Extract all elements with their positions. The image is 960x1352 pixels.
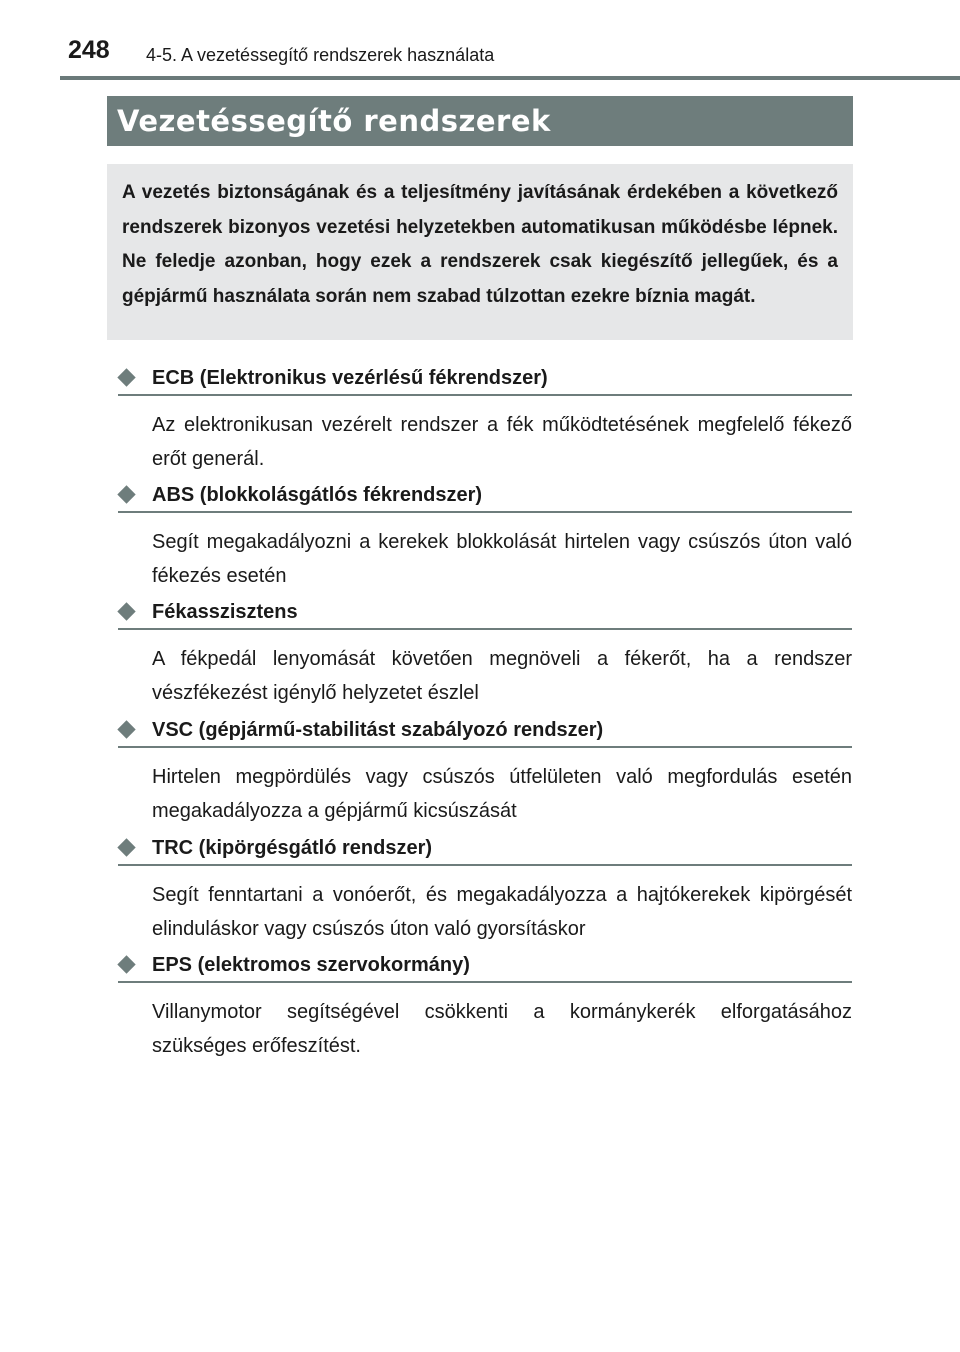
item-divider: [118, 864, 852, 866]
page-number: 248: [68, 36, 110, 64]
chapter-title: 4-5. A vezetéssegítő rendszerek használata: [146, 45, 495, 65]
diamond-bullet-icon: [117, 485, 135, 503]
item-description: Villanymotor segítségével csökkenti a kormánykerék elforgatásához szükséges erőfeszítést.: [152, 1001, 852, 1057]
item-title: VSC (gépjármű-stabilitást szabályozó rendszer): [152, 719, 604, 741]
header-divider: [60, 76, 960, 80]
item-title: ECB (Elektronikus vezérlésű fékrendszer): [152, 367, 548, 389]
item-description: Segít fenntartani a vonóerőt, és megakadályozza a hajtókerekek kipörgését elinduláskor vagy csúszós úton való gyorsításkor: [152, 884, 852, 940]
item-divider: [118, 746, 852, 748]
diamond-bullet-icon: [117, 602, 135, 620]
item-divider: [118, 628, 852, 630]
list-item-abs: [118, 483, 852, 587]
diamond-bullet-icon: [117, 955, 135, 973]
item-divider: [118, 394, 852, 396]
item-title: EPS (elektromos szervokormány): [152, 954, 470, 976]
section-title: Vezetéssegítő rendszerek: [117, 104, 551, 138]
item-title: ABS (blokkolásgátlós fékrendszer): [152, 484, 483, 506]
item-description: A fékpedál lenyomását követően megnöveli a fékerőt, ha a rendszer vészfékezést igénylő helyzetet észlel: [152, 648, 852, 704]
diamond-bullet-icon: [117, 838, 135, 856]
diamond-bullet-icon: [117, 368, 135, 386]
diamond-bullet-icon: [117, 720, 135, 738]
intro-text: A vezetés biztonságának és a teljesítmény javításának érdekében a következő rendszerek bizonyos vezetési helyzetekben automatikusan működésbe lépnek. Ne feledje azonban, hogy ezek a rendszerek csak kiegészítő jellegűek, és a gépjármű használata során nem szabad túlzottan ezekre bíznia magát.: [122, 182, 838, 307]
intro-box: [107, 164, 853, 340]
item-description: Hirtelen megpördülés vagy csúszós útfelületen való megfordulás esetén megakadályozza a gépjármű kicsúszását: [152, 766, 852, 822]
item-divider: [118, 511, 852, 513]
list-item-trc: [118, 836, 852, 940]
list-item-ecb: [118, 366, 852, 470]
section-banner: [107, 96, 853, 146]
item-description: Segít megakadályozni a kerekek blokkolását hirtelen vagy csúszós úton való fékezés esetén: [152, 531, 852, 587]
item-title: TRC (kipörgésgátló rendszer): [152, 837, 433, 859]
list-item-eps: [118, 953, 852, 1057]
list-item-brake-assist: [118, 600, 852, 704]
item-title: Fékasszisztens: [152, 601, 298, 623]
list-item-vsc: [118, 718, 852, 822]
item-divider: [118, 981, 852, 983]
item-description: Az elektronikusan vezérelt rendszer a fék működtetésének megfelelő fékező erőt generál.: [152, 414, 852, 470]
